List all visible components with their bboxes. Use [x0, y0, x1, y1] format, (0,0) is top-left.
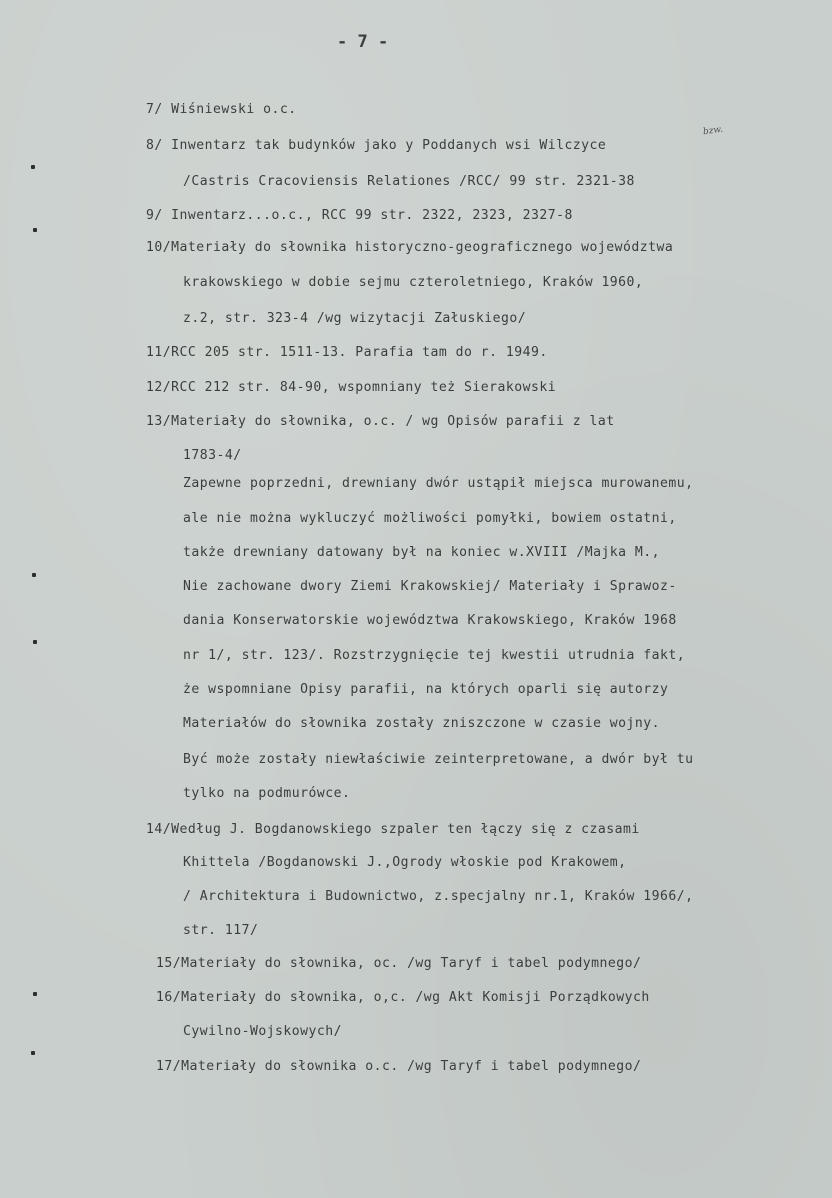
footnote-line: Materiałów do słownika zostały zniszczone w czasie wojny. [183, 715, 661, 731]
margin-punch-mark [31, 165, 35, 169]
footnote-line: 7/ Wiśniewski o.c. [146, 101, 297, 117]
margin-punch-mark [33, 228, 37, 232]
margin-punch-mark [31, 1051, 35, 1055]
footnote-line: str. 117/ [183, 922, 259, 938]
footnote-line: 17/Materiały do słownika o.c. /wg Taryf i tabel podymnego/ [156, 1058, 642, 1074]
footnote-line: Zapewne poprzedni, drewniany dwór ustąpił miejsca murowanemu, [183, 475, 694, 491]
footnote-line: 1783-4/ [183, 447, 242, 463]
footnote-line: dania Konserwatorskie województwa Krakowskiego, Kraków 1968 [183, 612, 677, 628]
footnote-line: 11/RCC 205 str. 1511-13. Parafia tam do r. 1949. [146, 344, 548, 360]
handwritten-annotation: bzw. [702, 124, 724, 138]
footnote-line: / Architektura i Budownictwo, z.specjalny nr.1, Kraków 1966/, [183, 888, 694, 904]
footnote-line: 14/Według J. Bogdanowskiego szpaler ten łączy się z czasami [146, 821, 640, 837]
footnote-line: 8/ Inwentarz tak budynków jako y Poddanych wsi Wilczyce [146, 137, 607, 153]
margin-punch-mark [33, 640, 37, 644]
footnote-line: 12/RCC 212 str. 84-90, wspomniany też Sierakowski [146, 379, 557, 395]
margin-punch-mark [33, 992, 37, 996]
footnote-line: z.2, str. 323-4 /wg wizytacji Załuskiego/ [183, 310, 527, 326]
footnote-line: Nie zachowane dwory Ziemi Krakowskiej/ Materiały i Sprawoz- [183, 578, 677, 594]
footnote-line: 13/Materiały do słownika, o.c. / wg Opisów parafii z lat [146, 413, 615, 429]
footnote-line: Być może zostały niewłaściwie zeinterpretowane, a dwór był tu [183, 751, 694, 767]
footnote-line: Khittela /Bogdanowski J.,Ogrody włoskie pod Krakowem, [183, 854, 627, 870]
page-number: - 7 - [337, 32, 389, 52]
footnote-line: tylko na podmurówce. [183, 785, 351, 801]
footnote-line: ale nie można wykluczyć możliwości pomyłki, bowiem ostatni, [183, 510, 677, 526]
footnote-line: krakowskiego w dobie sejmu czteroletniego, Kraków 1960, [183, 274, 644, 290]
footnote-line: Cywilno-Wojskowych/ [183, 1023, 343, 1039]
footnote-line: nr 1/, str. 123/. Rozstrzygnięcie tej kwestii utrudnia fakt, [183, 647, 686, 663]
footnote-line: 16/Materiały do słownika, o,c. /wg Akt Komisji Porządkowych [156, 989, 650, 1005]
footnote-line: także drewniany datowany był na koniec w.XVIII /Majka M., [183, 544, 661, 560]
footnote-line: 10/Materiały do słownika historyczno-geograficznego województwa [146, 239, 674, 255]
footnote-line: 9/ Inwentarz...o.c., RCC 99 str. 2322, 2323, 2327-8 [146, 207, 573, 223]
margin-punch-mark [32, 573, 36, 577]
footnote-line: 15/Materiały do słownika, oc. /wg Taryf i tabel podymnego/ [156, 955, 642, 971]
footnote-line: /Castris Cracoviensis Relationes /RCC/ 99 str. 2321-38 [183, 173, 635, 189]
footnote-line: że wspomniane Opisy parafii, na których oparli się autorzy [183, 681, 669, 697]
